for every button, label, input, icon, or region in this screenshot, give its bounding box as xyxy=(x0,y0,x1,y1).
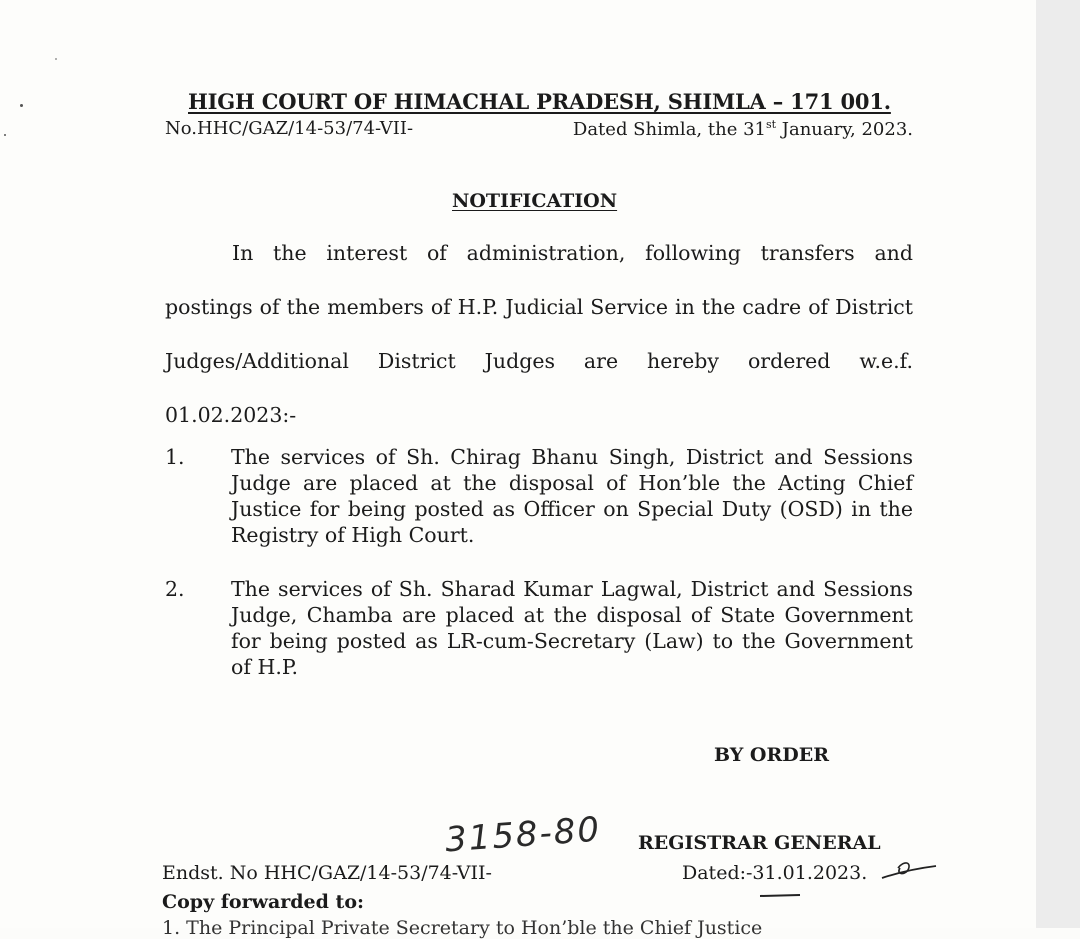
item-number: 1. xyxy=(165,445,185,469)
scan-speck xyxy=(4,134,6,136)
by-order-label: BY ORDER xyxy=(714,744,829,766)
item-number: 2. xyxy=(165,577,185,601)
handwritten-dispatch-number: 3158-80 xyxy=(443,809,603,861)
list-item xyxy=(165,576,913,680)
reference-number: No.HHC/GAZ/14-53/74-VII- xyxy=(165,118,414,139)
registrar-designation: REGISTRAR GENERAL xyxy=(638,832,881,854)
dated-shimla: Dated Shimla, the 31st January, 2023. xyxy=(572,118,913,140)
notification-intro: In the interest of administration, following transfers and postings of the members of H.P. Judicial Service in the cadre of District Judges/Additional District Judges are hereby ordered w.e.f. 01.02.2023:- xyxy=(165,241,913,427)
endorsement-number: Endst. No HHC/GAZ/14-53/74-VII- xyxy=(162,862,492,884)
list-item xyxy=(165,444,913,548)
endorsement-date: Dated:-31.01.2023. xyxy=(682,862,868,884)
scan-speck xyxy=(55,58,57,60)
copy-recipient-line: 1. The Principal Private Secretary to Hon’ble the Chief Justice xyxy=(162,917,763,939)
page-margin-strip xyxy=(1036,0,1080,928)
item-text: The services of Sh. Sharad Kumar Lagwal, District and Sessions Judge, Chamba are placed at the disposal of State Government for being posted as LR-cum-Secretary (Law) to the Government of H.P. xyxy=(231,577,913,679)
court-title: HIGH COURT OF HIMACHAL PRADESH, SHIMLA – 171 001. xyxy=(188,89,891,114)
notification-heading: NOTIFICATION xyxy=(452,190,618,212)
item-text: The services of Sh. Chirag Bhanu Singh, District and Sessions Judge are placed at the disposal of Hon’ble the Acting Chief Justice for being posted as Officer on Special Duty (OSD) in the Registry of High Court. xyxy=(231,445,913,547)
copy-forwarded-heading: Copy forwarded to: xyxy=(162,891,365,913)
reference-line xyxy=(165,118,913,140)
scan-speck xyxy=(20,104,23,107)
